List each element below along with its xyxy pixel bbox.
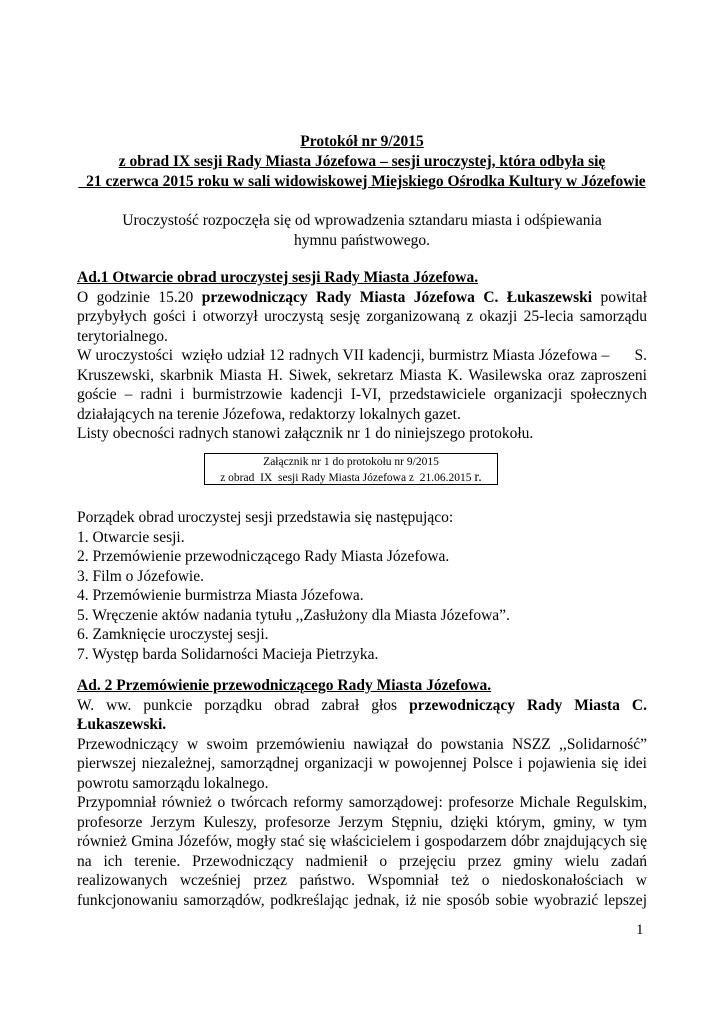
section-heading: Ad.1 Otwarcie obrad uroczystej sesji Rady Miasta Józefowa. [77, 269, 479, 286]
chairman-title: przewodniczący Rady Miasta C. [409, 696, 648, 714]
agenda-item: 4. Przemówienie burmistrza Miasta Józefowa. [77, 587, 364, 604]
paragraph-line: funkcjonowaniu samorządów, podkreślając jednak, iż nie sposób sobie wyobrazić lepszej [77, 891, 647, 909]
paragraph-line: Kruszewski, skarbnik Miasta H. Siwek, sekretarz Miasta K. Wasilewska oraz zaproszeni [77, 366, 647, 384]
agenda [77, 508, 647, 664]
paragraph-line: przybyłych gości i otworzył uroczystą sesję zorganizowaną z okazji 25-lecia samorządu [77, 308, 647, 325]
agenda-item: 5. Wręczenie aktów nadania tytułu ,,Zasłużony dla Miasta Józefowa”. [77, 606, 510, 624]
paragraph-line: Przewodniczący w swoim przemówieniu nawiązał do powstania NSZZ ,,Solidarność” [77, 735, 647, 753]
paragraph-line: Przypomniał również o twórcach reformy samorządowej: profesorze Michale Regulskim, [77, 794, 647, 811]
chairman-name: Łukaszewski. [77, 716, 167, 733]
intro-line: Uroczystość rozpoczęła się od wprowadzenia sztandaru miasta i odśpiewania [122, 212, 602, 229]
paragraph-line [77, 288, 647, 308]
paragraph-line: goście – radni i burmistrzowie kadencji I-VI, przedstawiciele organizacji społecznych [77, 386, 647, 403]
section-ad2 [77, 676, 647, 910]
agenda-item: 3. Film o Józefowie. [77, 567, 204, 585]
paragraph-line: realizowanych wcześniej przez państwo. Wspomniał też o niedoskonałościach w [77, 872, 647, 889]
protocol-subtitle-line1: z obrad IX sesji Rady Miasta Józefowa – sesji uroczystej, która odbyła się [118, 153, 606, 170]
text-run: W. ww. punkcie porządku obrad zabrał głos [77, 696, 410, 714]
agenda-item: 2. Przemówienie przewodniczącego Rady Miasta Józefowa. [77, 548, 450, 565]
page-number: 1 [636, 922, 644, 938]
intro-line: hymnu państwowego. [293, 232, 431, 249]
agenda-item: 7. Występ barda Solidarności Macieja Pietrzyka. [77, 645, 379, 663]
paragraph-line: W uroczystości wzięło udział 12 radnych VII kadencji, burmistrz Miasta Józefowa – S. [77, 347, 647, 364]
agenda-item: 1. Otwarcie sesji. [77, 528, 185, 546]
attachment-box [204, 453, 498, 485]
protocol-subtitle-line2: 21 czerwca 2015 roku w sali widowiskowej Miejskiego Ośrodka Kultury w Józefowie [78, 173, 646, 190]
intro-paragraph [90, 211, 634, 251]
agenda-intro: Porządek obrad uroczystej sesji przedstawia się następująco: [77, 509, 454, 526]
text-run: powitał [592, 288, 647, 306]
text-run: z obrad IX sesji Rady Miasta Józefowa z 21.06.2015 [220, 472, 475, 484]
paragraph-line: działających na terenie Józefowa, redaktorzy lokalnych gazet. [77, 405, 461, 423]
text-run: O godzinie 15.20 [77, 288, 202, 306]
chairman-name: przewodniczący Rady Miasta Józefowa C. Łukaszewski [201, 288, 593, 306]
paragraph-line: również Gmina Józefów, mogły stać się właścicielem i gospodarzem dóbr znajdujących się [77, 833, 647, 850]
protocol-title: Protokół nr 9/2015 [300, 133, 424, 150]
paragraph-line [77, 696, 647, 716]
text-run: r. [474, 470, 482, 485]
section-ad1 [77, 268, 647, 444]
agenda-item: 6. Zamknięcie uroczystej sesji. [77, 626, 269, 643]
paragraph-line: Listy obecności radnych stanowi załącznik nr 1 do niniejszego protokołu. [77, 425, 534, 442]
attachment-line [205, 470, 497, 486]
paragraph-line: powrotu samorządu lokalnego. [77, 774, 269, 792]
attachment-line: Załącznik nr 1 do protokołu nr 9/2015 [263, 456, 439, 468]
paragraph-line: pierwszej niezależnej, samorządnej organizacji w powojennej Polsce i pojawienia się idei [77, 755, 647, 772]
paragraph-line: na ich terenie. Przewodniczący nadmienił o przejęciu przez gminy wielu zadań [77, 852, 647, 870]
paragraph-line: profesorze Jerzym Kuleszy, profesorze Jerzym Stępniu, dzięki którym, gminy, w tym [77, 813, 647, 831]
section-heading: Ad. 2 Przemówienie przewodniczącego Rady Miasta Józefowa. [77, 677, 492, 694]
paragraph-line: terytorialnego. [77, 327, 168, 345]
